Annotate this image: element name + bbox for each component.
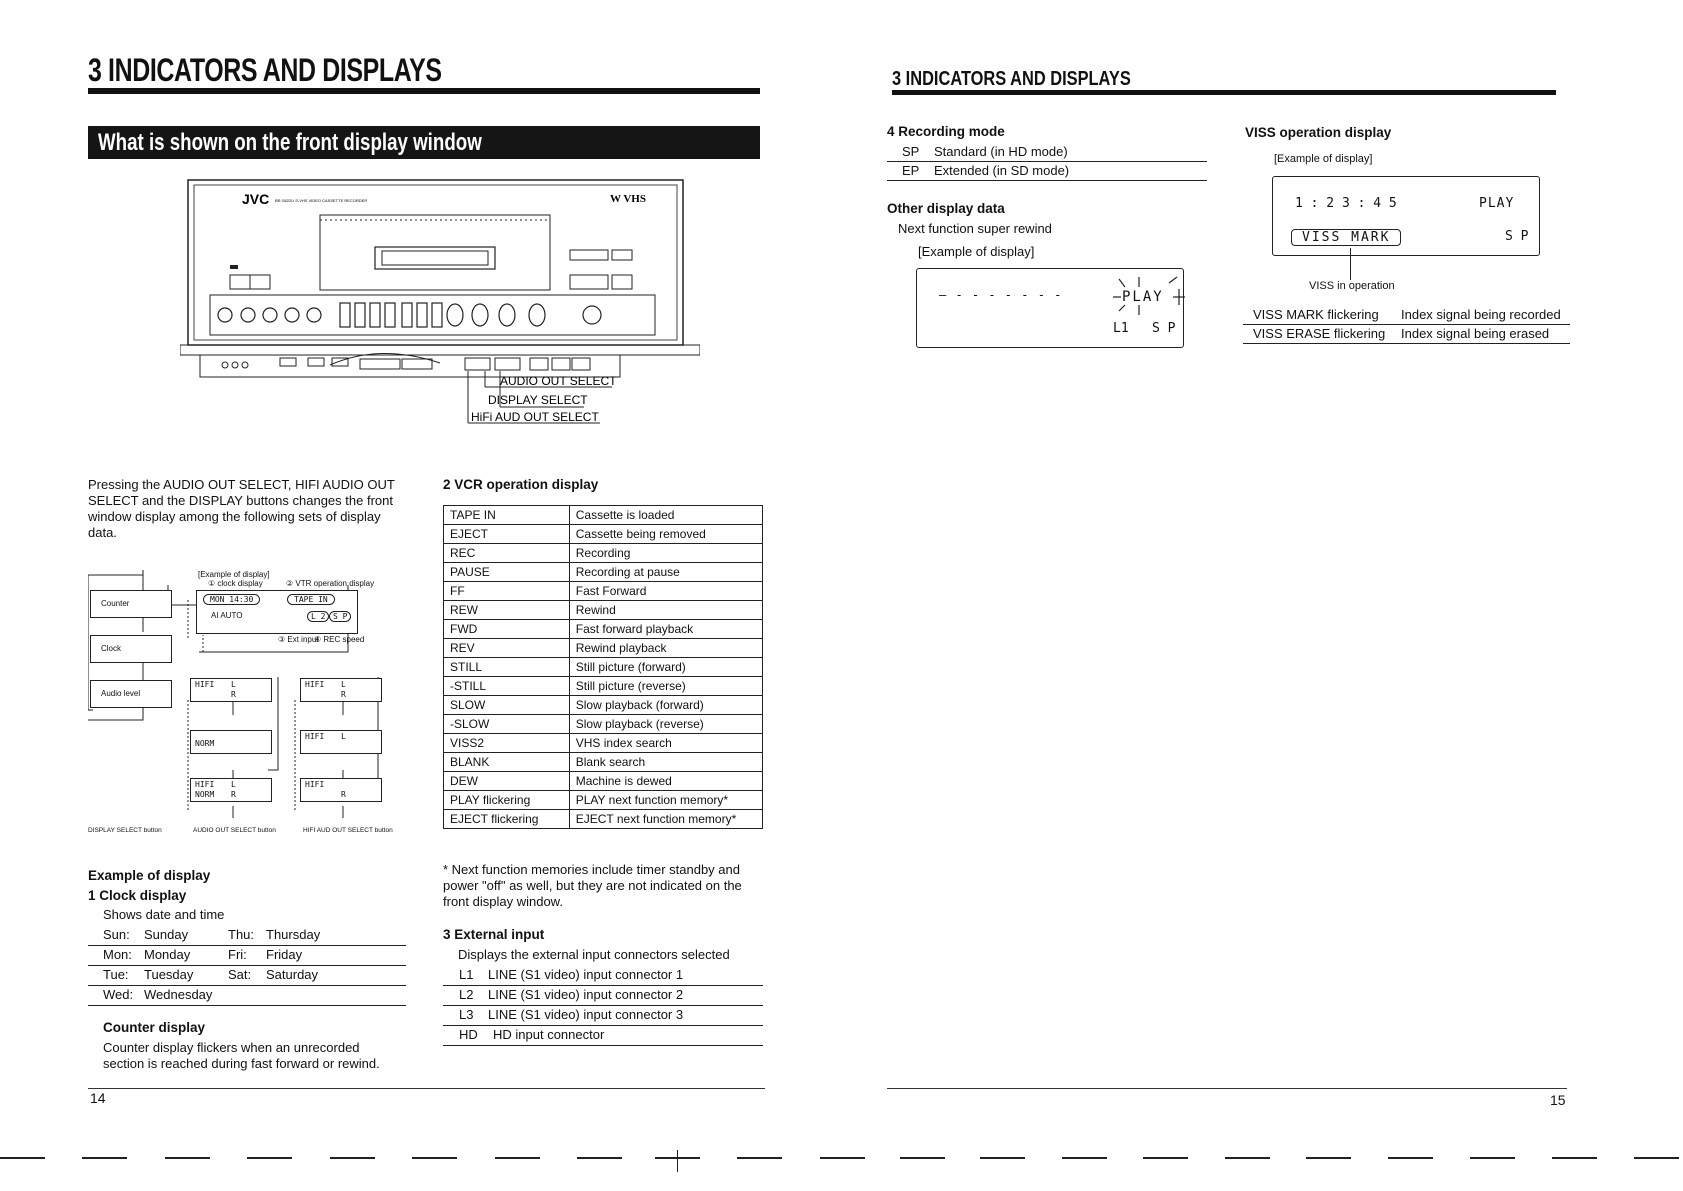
day-abbr: Thu: — [228, 927, 255, 942]
viss-display — [1272, 176, 1540, 256]
vcr-op-row — [444, 544, 763, 563]
clock-box — [90, 635, 172, 663]
viss-heading: VISS operation display — [1245, 125, 1392, 140]
hifi-lr-box-b — [300, 678, 382, 702]
vcr-op-code: BLANK — [444, 753, 570, 772]
flow-vtr-label: ② VTR operation display — [286, 579, 375, 588]
vcr-op-code: PLAY flickering — [444, 791, 570, 810]
vcr-op-desc: PLAY next function memory* — [569, 791, 762, 810]
scan-mark — [0, 1157, 45, 1159]
l-label-c: L — [341, 732, 346, 741]
day-abbr: Fri: — [228, 947, 247, 962]
vcr-op-code: STILL — [444, 658, 570, 677]
vcr-op-desc: Cassette is loaded — [569, 506, 762, 525]
hifi-label-b: HIFI — [305, 680, 325, 689]
external-code: L2 — [459, 987, 474, 1002]
vcr-op-desc: Cassette being removed — [569, 525, 762, 544]
flow-clock-label: ① clock display — [208, 579, 263, 588]
vcr-op-row — [444, 772, 763, 791]
vcr-op-desc: VHS index search — [569, 734, 762, 753]
scan-mark — [165, 1157, 210, 1159]
intro-paragraph: Pressing the AUDIO OUT SELECT, HIFI AUDIO OUT SELECT and the DISPLAY buttons changes the front window display among the following sets of display data. — [88, 477, 395, 540]
vcr-op-code: EJECT flickering — [444, 810, 570, 829]
day-row — [88, 926, 406, 946]
ai-auto: AI AUTO — [211, 611, 243, 620]
vcr-op-desc: Recording — [569, 544, 762, 563]
viss-play: PLAY — [1479, 196, 1515, 211]
hifi-label-c: HIFI — [305, 732, 325, 741]
counter-box — [90, 590, 172, 618]
l1-value: L1 — [1113, 321, 1129, 336]
day-full: Tuesday — [144, 967, 194, 982]
external-row — [443, 986, 763, 1006]
vcr-op-desc: Fast Forward — [569, 582, 762, 601]
vcr-op-code: TAPE IN — [444, 506, 570, 525]
vcr-op-row — [444, 582, 763, 601]
sp-value-right: S P — [1152, 321, 1176, 336]
section-banner — [88, 126, 760, 159]
vcr-op-desc: EJECT next function memory* — [569, 810, 762, 829]
hifi-label-e: HIFI — [305, 780, 325, 789]
vcr-op-desc: Still picture (reverse) — [569, 677, 762, 696]
sp-value: S P — [329, 611, 351, 622]
vcr-op-row — [444, 658, 763, 677]
rec-mode-desc: Standard (in HD mode) — [934, 144, 1068, 159]
btn1-caption: DISPLAY SELECT button — [88, 827, 162, 834]
l2-value: L 2 — [307, 611, 329, 622]
scan-mark — [247, 1157, 292, 1159]
hifi-l-box — [300, 730, 382, 754]
day-abbr: Wed: — [103, 987, 134, 1002]
viss-example: [Example of display] — [1274, 153, 1373, 165]
btn3-caption: HIFI AUD OUT SELECT button — [303, 827, 393, 834]
other-example: [Example of display] — [918, 244, 1035, 259]
viss-sp: S P — [1505, 229, 1529, 244]
hifi-lr-box-a — [190, 678, 272, 702]
page-title-left: 3 INDICATORS AND DISPLAYS — [88, 52, 442, 88]
vcr-op-code: DEW — [444, 772, 570, 791]
r-label-e: R — [341, 790, 346, 799]
title-rule-right — [892, 90, 1556, 95]
scan-mark — [737, 1157, 782, 1159]
vcr-footnote: * Next function memories include timer standby and power "off" as well, but they are not indicated on the front display window. — [443, 862, 742, 909]
vcr-op-code: PAUSE — [444, 563, 570, 582]
vcr-model-text: BR-S822U S-VHS VIDEO CASSETTE RECORDER — [275, 198, 368, 203]
rec-speed-label: ④ REC speed — [314, 635, 365, 644]
scan-mark — [1143, 1157, 1188, 1159]
scan-mark — [577, 1157, 622, 1159]
scan-mark — [412, 1157, 457, 1159]
vcr-op-row — [444, 715, 763, 734]
vcr-op-row — [444, 620, 763, 639]
day-full: Monday — [144, 947, 191, 962]
l-label-a: L — [231, 680, 236, 689]
vcr-op-code: -STILL — [444, 677, 570, 696]
scan-mark — [1470, 1157, 1515, 1159]
vcr-op-code: REV — [444, 639, 570, 658]
rec-mode-row — [887, 162, 1207, 181]
norm-label: NORM — [195, 739, 215, 748]
viss-time: 1 : 2 3 : 4 5 — [1295, 196, 1397, 211]
footer-rule-right — [887, 1088, 1567, 1089]
vcr-op-row — [444, 791, 763, 810]
scan-mark — [900, 1157, 945, 1159]
vcr-op-heading: 2 VCR operation display — [443, 477, 599, 492]
vcr-op-desc: Machine is dewed — [569, 772, 762, 791]
vcr-op-row — [444, 601, 763, 620]
viss-row — [1243, 306, 1570, 325]
flicker-marks — [1097, 269, 1187, 319]
vtr-value: TAPE IN — [287, 594, 335, 605]
viss-mark: VISS MARK — [1291, 229, 1401, 246]
example-heading: Example of display — [88, 868, 211, 883]
r-label-a: R — [231, 690, 236, 699]
clock-value: MON 14:30 — [203, 594, 260, 605]
scan-mark — [330, 1157, 375, 1159]
vcr-op-desc: Slow playback (forward) — [569, 696, 762, 715]
counter-box-label: Counter — [101, 599, 130, 608]
day-row — [88, 986, 406, 1006]
hifi-label-a: HIFI — [195, 680, 215, 689]
banner-text: What is shown on the front display window — [98, 129, 482, 156]
callout-hifi-aud-out-select: HiFi AUD OUT SELECT — [471, 410, 599, 424]
scan-mark — [980, 1157, 1025, 1159]
scan-mark — [1388, 1157, 1433, 1159]
vcr-op-row — [444, 810, 763, 829]
viss-desc: Index signal being erased — [1401, 326, 1550, 341]
scan-mark — [1552, 1157, 1597, 1159]
vcr-op-row — [444, 696, 763, 715]
footer-rule-left — [88, 1088, 765, 1089]
vcr-op-code: FF — [444, 582, 570, 601]
display-flow-diagram — [88, 570, 408, 840]
l-label-d: L — [231, 780, 236, 789]
rec-mode-heading: 4 Recording mode — [887, 124, 1005, 139]
page-title-right: 3 INDICATORS AND DISPLAYS — [892, 68, 1131, 90]
day-abbr: Tue: — [103, 967, 129, 982]
day-row — [88, 966, 406, 986]
scan-mark — [1306, 1157, 1351, 1159]
other-heading: Other display data — [887, 201, 1005, 216]
day-row — [88, 946, 406, 966]
vcr-op-desc: Rewind playback — [569, 639, 762, 658]
viss-pointer-line — [1350, 248, 1351, 280]
vcr-op-code: EJECT — [444, 525, 570, 544]
external-code: L3 — [459, 1007, 474, 1022]
r-label-d: R — [231, 790, 236, 799]
callout-display-select: DISPLAY SELECT — [488, 393, 588, 407]
rec-mode-row — [887, 143, 1207, 162]
external-row — [443, 1026, 763, 1046]
vcr-op-code: REW — [444, 601, 570, 620]
vcr-front-panel-illustration — [180, 175, 700, 465]
norm-box — [190, 730, 272, 754]
vcr-op-row — [444, 734, 763, 753]
vcr-op-desc: Blank search — [569, 753, 762, 772]
day-full: Sunday — [144, 927, 189, 942]
external-code: L1 — [459, 967, 474, 982]
norm-label-d: NORM — [195, 790, 215, 799]
rec-mode-desc: Extended (in SD mode) — [934, 163, 1070, 178]
crop-mark — [677, 1150, 678, 1172]
clock-sub: Shows date and time — [103, 907, 225, 922]
other-sub: Next function super rewind — [898, 221, 1052, 236]
page-number-left: 14 — [90, 1090, 106, 1106]
scan-mark — [1225, 1157, 1270, 1159]
btn2-caption: AUDIO OUT SELECT button — [193, 827, 276, 834]
display-example-box — [196, 590, 358, 634]
audio-level-box — [90, 680, 172, 708]
day-abbr: Sun: — [103, 927, 130, 942]
r-label-b: R — [341, 690, 346, 699]
rewind-dashes: — - - - - - - - — [939, 288, 1063, 302]
l-label-b: L — [341, 680, 346, 689]
day-abbr: Mon: — [103, 947, 132, 962]
vcr-op-code: FWD — [444, 620, 570, 639]
vcr-op-row — [444, 639, 763, 658]
external-desc: LINE (S1 video) input connector 2 — [488, 987, 684, 1002]
vcr-op-code: -SLOW — [444, 715, 570, 734]
vcr-op-desc: Slow playback (reverse) — [569, 715, 762, 734]
scan-mark — [495, 1157, 540, 1159]
page-number-right: 15 — [1550, 1092, 1566, 1108]
vcr-op-row — [444, 753, 763, 772]
audio-level-box-label: Audio level — [101, 689, 141, 698]
external-row — [443, 966, 763, 986]
flow-example-label: [Example of display] — [198, 570, 270, 579]
rec-mode-code: SP — [902, 144, 920, 159]
viss-state: VISS MARK flickering — [1253, 307, 1379, 322]
vcr-brand: JVC — [242, 191, 270, 207]
clock-box-label: Clock — [101, 644, 122, 653]
rec-mode-code: EP — [902, 163, 920, 178]
vcr-op-desc: Rewind — [569, 601, 762, 620]
external-heading: 3 External input — [443, 927, 545, 942]
external-desc: HD input connector — [493, 1027, 605, 1042]
vcr-op-code: SLOW — [444, 696, 570, 715]
viss-desc: Index signal being recorded — [1401, 307, 1561, 322]
viss-row — [1243, 325, 1570, 344]
day-full: Wednesday — [144, 987, 213, 1002]
vcr-op-desc: Recording at pause — [569, 563, 762, 582]
external-code: HD — [459, 1027, 478, 1042]
external-desc: LINE (S1 video) input connector 1 — [488, 967, 684, 982]
hifi-r-box — [300, 778, 382, 802]
hifi-norm-box — [190, 778, 272, 802]
scan-mark — [820, 1157, 865, 1159]
vcr-op-row — [444, 677, 763, 696]
external-sub: Displays the external input connectors selected — [458, 947, 730, 962]
play-flicker: PLAY — [1122, 289, 1164, 305]
scan-mark — [1062, 1157, 1107, 1159]
day-full: Saturday — [266, 967, 319, 982]
hifi-label-d: HIFI — [195, 780, 215, 789]
vcr-op-row — [444, 506, 763, 525]
scan-mark — [1634, 1157, 1679, 1159]
vcr-op-desc: Fast forward playback — [569, 620, 762, 639]
counter-heading: Counter display — [103, 1020, 206, 1035]
viss-caption: VISS in operation — [1309, 280, 1395, 292]
day-abbr: Sat: — [228, 967, 252, 982]
vcr-op-code: VISS2 — [444, 734, 570, 753]
day-full: Thursday — [266, 927, 321, 942]
title-rule-left — [88, 88, 760, 94]
vcr-op-row — [444, 525, 763, 544]
external-row — [443, 1006, 763, 1026]
vcr-logo: W VHS — [610, 193, 646, 205]
day-full: Friday — [266, 947, 303, 962]
viss-state: VISS ERASE flickering — [1253, 326, 1386, 341]
callout-audio-out-select: AUDIO OUT SELECT — [500, 374, 617, 388]
super-rewind-display — [916, 268, 1184, 348]
vcr-op-table — [443, 505, 763, 829]
counter-text: Counter display flickers when an unrecorded section is reached during fast forward or rewind. — [103, 1040, 380, 1071]
external-desc: LINE (S1 video) input connector 3 — [488, 1007, 684, 1022]
clock-heading: 1 Clock display — [88, 888, 187, 903]
vcr-op-code: REC — [444, 544, 570, 563]
vcr-op-desc: Still picture (forward) — [569, 658, 762, 677]
vcr-op-row — [444, 563, 763, 582]
ext-input-label: ③ Ext input — [278, 635, 319, 644]
scan-mark — [82, 1157, 127, 1159]
